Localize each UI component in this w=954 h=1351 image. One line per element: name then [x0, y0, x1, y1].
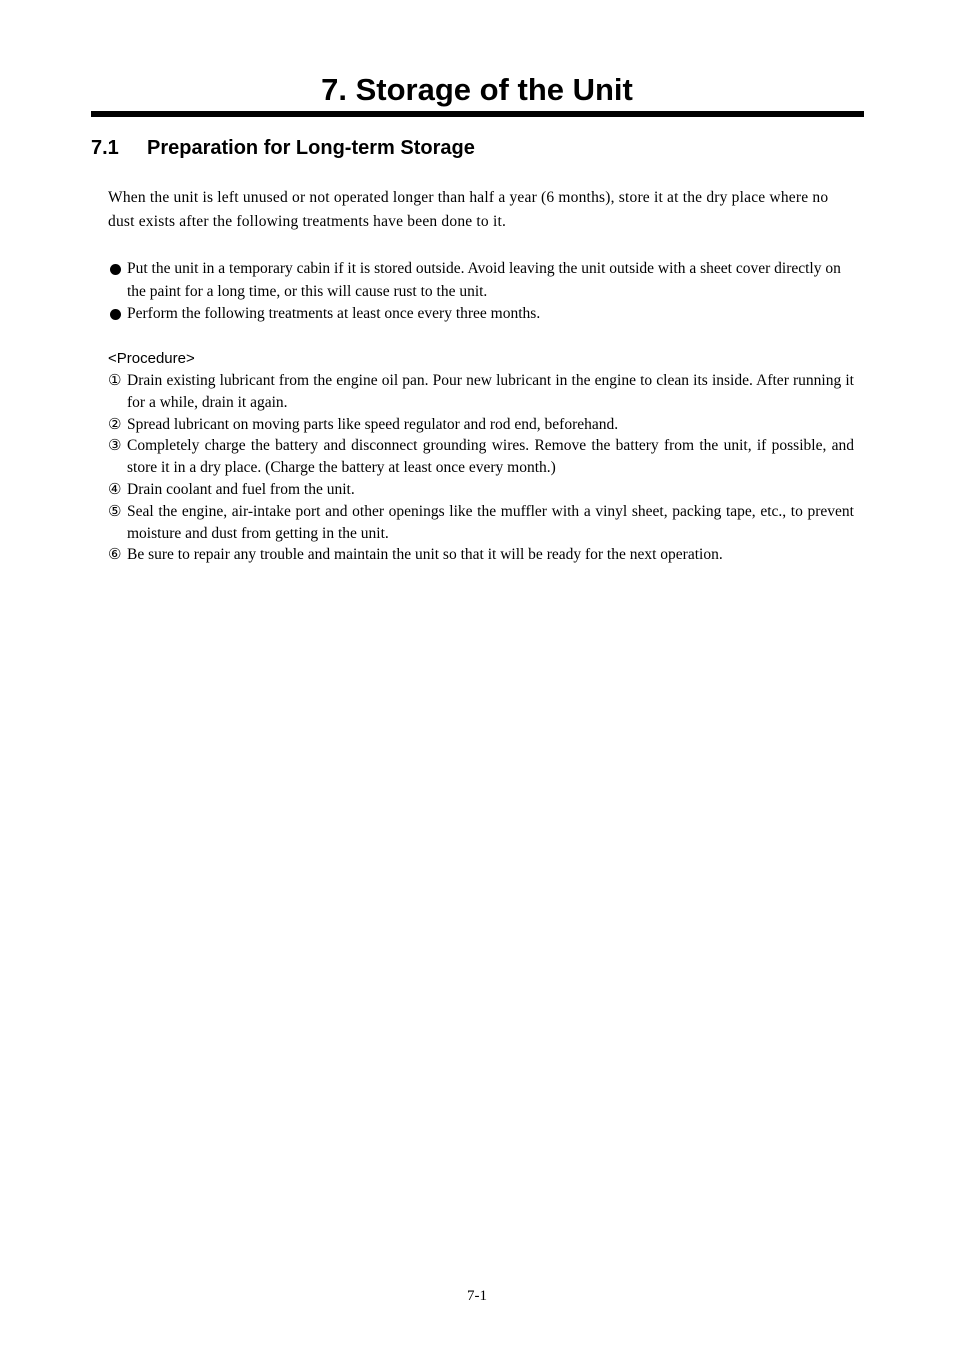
bullet-item: [108, 303, 850, 326]
bullet-dot-icon: [110, 264, 121, 275]
bullet-text: Put the unit in a temporary cabin if it is stored outside. Avoid leaving the unit outside with a sheet cover directly on the paint for a long time, or this will cause rust to the unit.: [127, 260, 841, 300]
procedure-label: <Procedure>: [108, 350, 195, 367]
section-heading: [91, 134, 475, 162]
procedure-steps: [108, 370, 854, 566]
bullet-dot-icon: [110, 309, 121, 320]
procedure-step: [108, 501, 854, 545]
procedure-step: [108, 414, 854, 436]
step-number-marker: ④: [108, 479, 122, 498]
procedure-step: [108, 544, 854, 566]
step-number-marker: ⑥: [108, 545, 122, 564]
step-text: Drain coolant and fuel from the unit.: [127, 480, 355, 498]
step-number-marker: ②: [108, 414, 122, 433]
procedure-step: [108, 479, 854, 501]
section-title: Preparation for Long-term Storage: [147, 137, 475, 159]
step-text: Be sure to repair any trouble and maintain the unit so that it will be ready for the next operation.: [127, 546, 723, 564]
page-number: 7-1: [467, 1288, 487, 1304]
step-number-marker: ③: [108, 436, 122, 455]
step-text: Completely charge the battery and disconnect grounding wires. Remove the battery from the unit, if possible, and store it in a dry place. (Charge the battery at least once every month.): [127, 437, 854, 477]
step-text: Drain existing lubricant from the engine oil pan. Pour new lubricant in the engine to clean its inside. After running it for a while, drain it again.: [127, 372, 854, 411]
bullet-list: [108, 258, 850, 326]
procedure-step: [108, 435, 854, 479]
title-rule: [91, 111, 864, 117]
step-text: Spread lubricant on moving parts like speed regulator and rod end, beforehand.: [127, 415, 619, 433]
bullet-item: [108, 258, 850, 303]
section-number: 7.1: [91, 137, 119, 159]
step-text: Seal the engine, air-intake port and other openings like the muffler with a vinyl sheet, packing tape, etc., to prevent moisture and dust from getting in the unit.: [127, 502, 854, 542]
step-number-marker: ⑤: [108, 501, 122, 520]
step-number-marker: ①: [108, 371, 122, 389]
intro-paragraph: When the unit is left unused or not operated longer than half a year (6 months), store it at the dry place where no dust exists after the following treatments have been done to it.: [108, 189, 829, 230]
bullet-text: Perform the following treatments at least once every three months.: [127, 305, 541, 322]
procedure-step: [108, 370, 854, 414]
chapter-title: 7. Storage of the Unit: [321, 72, 633, 107]
